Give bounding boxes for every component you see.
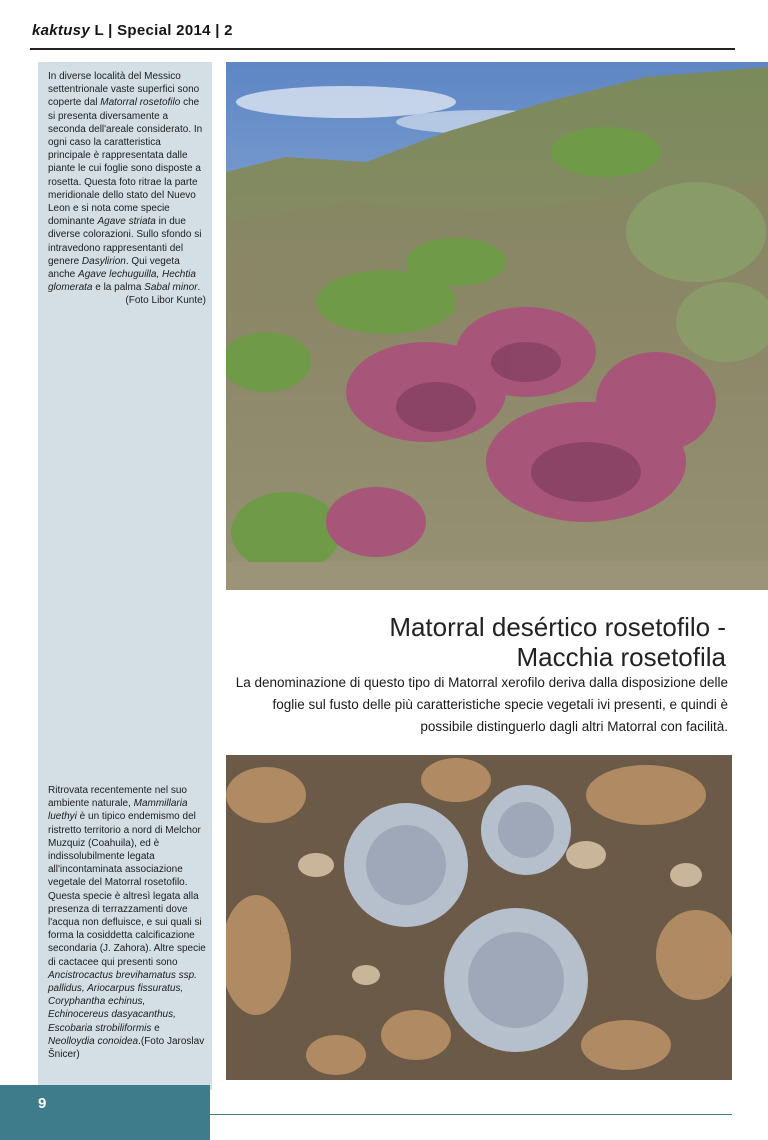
article-lead: La denominazione di questo tipo di Matorral xerofilo deriva dalla disposizione delle foglie sul fusto delle più caratteristiche specie vegetali ivi presenti, e quindi è possibile distinguerlo dagli altri Matorral con facilità.: [235, 675, 728, 734]
magazine-name: kaktusy: [32, 22, 90, 39]
header-rule: [30, 48, 735, 50]
running-header: [32, 22, 233, 39]
issue-label: L | Special 2014 | 2: [89, 22, 233, 39]
landscape-photo: [226, 62, 768, 590]
cactus-photo: [226, 755, 732, 1080]
photo1-caption: In diverse località del Messico settentrionale vaste superfici sono coperte dal Matorral rosetofilo che si presenta diversamente a seconda dell'areale considerato. In ogni caso la caratteristica principale è rappresentata dalle piante le cui foglie sono disposte a rosetta. Questa foto ritrae la parte meridionale dello stato del Nuevo Leon e si nota come specie dominante Agave striata in due diverse colorazioni. Sullo sfondo si intravedono rappresentanti del genere Dasylirion. Qui vegeta anche Agave lechuguilla, Hechtia glomerata e la palma Sabal minor. (Foto Libor Kunte): [48, 71, 206, 307]
page-tab: [0, 1085, 210, 1140]
photo1-credit: (Foto Libor Kunte): [125, 295, 206, 307]
article-title: Matorral desértico rosetofilo - Macchia rosetofila: [389, 612, 726, 672]
footer-rule: [210, 1114, 732, 1115]
page-number: 9: [38, 1095, 47, 1112]
photo2-caption: Ritrovata recentemente nel suo ambiente naturale, Mammillaria luethyi è un tipico endemismo del ristretto territorio a nord di Melchor Muzquiz (Coahuila), ed è indissolubilmente legata all'incontaminata associazione vegetale del Matorral rosetofilo. Questa specie è altresì legata alla presenza di terrazzamenti dove l'acqua non defluisce, e sui quali si forma la cosiddetta calcificazione secondaria (J. Zahora). Altre specie di cactacee qui presenti sono Ancistrocactus brevihamatus ssp. pallidus, Ariocarpus fissuratus, Coryphantha echinus, Echinocereus dasyacanthus, Escobaria strobiliformis e Neolloydia conoidea.(Foto Jaroslav Šnicer): [48, 785, 206, 1061]
photo2-credit: (Foto Jaroslav Šnicer): [48, 1035, 205, 1061]
